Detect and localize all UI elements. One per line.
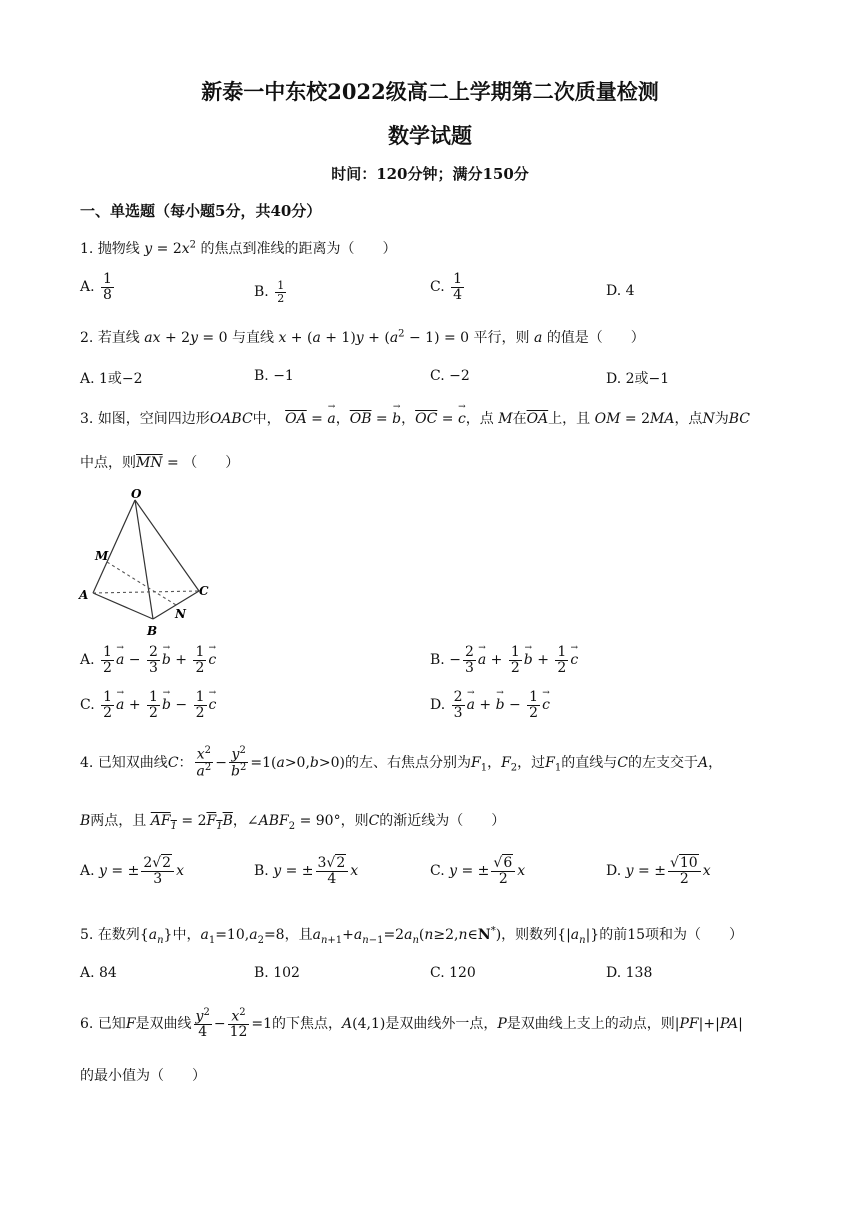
question-3: 3. 如图，空间四边形OABC中， $\overline{OA}$ = → a，$\overline{OB}$ = → b，$\overline{OC}$ = → c，点 M在$\overline{OA}$上，且 OM = 2MA，点N为BC <box>80 408 750 428</box>
q3-text3: ，点 <box>465 411 494 427</box>
q1-option-a: A. $\frac{1}{8}$ <box>80 271 112 303</box>
edge-ob <box>135 500 153 619</box>
q3-option-a: A. $\frac{1}{2}$ → a − $\frac{2}{3}$ → b + $\frac{1}{2}$ → c <box>80 645 216 675</box>
q3-option-b: B. − $\frac{2}{3}$ → a + $\frac{1}{2}$ → b + $\frac{1}{2}$ → c <box>430 645 578 675</box>
edge-ab <box>93 593 153 619</box>
q4-option-c: C. y = ± $\frac{√6}{2}$ x <box>430 855 526 887</box>
q4-option-d: D. y = ± $\frac{√10}{2}$ x <box>606 855 711 887</box>
q2-text-before: 若直线 <box>97 330 140 346</box>
q6-text5: 是双曲线上支上的动点，则 <box>506 1016 675 1033</box>
q1-text-after: 的焦点到准线的距离为（ ） <box>200 241 397 257</box>
q1-option-c: C. $\frac{1}{4}$ <box>430 271 463 303</box>
section-heading: 一、单选题（每小题5分，共40分） <box>80 202 322 220</box>
q2-option-c: C. −2 <box>430 368 470 384</box>
q2-line2: $x + (a + 1)y + (a^2 - 1) = 0$ <box>278 328 470 346</box>
q5-option-b: B. 102 <box>254 965 300 981</box>
edge-oa <box>93 500 135 593</box>
q6-text2: 是双曲线 <box>135 1016 192 1033</box>
q5-text2: 中， <box>172 927 201 943</box>
segment-mn <box>107 562 176 605</box>
q6-number: 6. <box>80 1016 94 1033</box>
question-6: 6. 已知F是双曲线 $\frac{y^2}{4}$ − $\frac{x^2}{12}$ =1的下焦点，A(4,1)是双曲线外一点，P是双曲线上支上的动点，则|PF|+|PA| <box>80 1007 743 1041</box>
q5-option-d: D. 138 <box>606 965 653 981</box>
q5-text3: ，且 <box>284 927 313 943</box>
q2-option-b: B. −1 <box>254 368 294 384</box>
q6-text4: 是双曲线外一点， <box>385 1016 498 1033</box>
q3-text2: 中， <box>252 411 281 427</box>
q5-option-a: A. 84 <box>80 965 117 981</box>
q4-text3: ，过 <box>517 754 546 771</box>
label-m: M <box>95 549 109 563</box>
q3-line2-end: （ ） <box>183 455 240 471</box>
label-o: O <box>131 487 142 501</box>
label-a: A <box>79 588 89 602</box>
q4-option-b-label: B. <box>254 863 269 880</box>
q3-option-d: D. $\frac{2}{3}$ → a + → b − $\frac{1}{2}$ → c <box>430 690 550 720</box>
q5-option-c: C. 120 <box>430 965 476 981</box>
question-4-line2: B两点，且 $AF_1 = 2F_1B$，$\angle ABF_2 = 90^\circ$，则C的渐近线为（ ） <box>80 813 506 832</box>
q3-text5: 上，且 <box>548 411 591 427</box>
q4-number: 4. <box>80 754 94 771</box>
q1-number: 1. <box>80 241 94 257</box>
q1-option-d: D. 4 <box>606 283 635 299</box>
q4-option-c-label: C. <box>430 863 445 880</box>
q3-text7: 为 <box>714 411 729 427</box>
question-4: 4. 已知双曲线C： $\frac{x^2}{a^2}$ − $\frac{y^2}{b^2}$ =1(a>0,b>0)的左、右焦点分别为$F_1$，$F_2$，过$F_1$的直线与C的左支交于A， <box>80 745 723 780</box>
q5-text1: 在数列 <box>97 927 140 943</box>
tetrahedron-figure <box>75 485 215 640</box>
q2-var-a: a <box>534 330 543 346</box>
label-b: B <box>147 624 158 638</box>
q3-number: 3. <box>80 411 94 427</box>
label-n: N <box>175 607 186 621</box>
q3-option-c: C. $\frac{1}{2}$ → a + $\frac{1}{2}$ → b − $\frac{1}{2}$ → c <box>80 690 216 720</box>
question-1 <box>80 238 396 258</box>
q1-formula: $y = 2x^2$ <box>144 239 197 257</box>
q3-text4: 在 <box>512 411 527 427</box>
q3-option-d-label: D. <box>430 697 446 714</box>
q4-line2c: 的渐近线为（ ） <box>379 813 506 829</box>
q4-text2: 的左、右焦点分别为 <box>344 754 471 771</box>
q6-text1: 已知 <box>97 1016 126 1033</box>
question-2 <box>80 327 645 347</box>
q2-text-after: 平行，则 <box>473 330 530 346</box>
q2-text-end: 的值是（ ） <box>546 330 645 346</box>
q4-option-b: B. y = ± $\frac{3√2}{4}$ x <box>254 855 359 887</box>
q1-text-before: 抛物线 <box>97 241 140 257</box>
question-3-line2: 中点，则$\overline{MN}$ = （ ） <box>80 455 240 471</box>
edge-ac <box>93 591 199 593</box>
q1-option-b: B. $\frac{1}{2}$ <box>254 279 285 305</box>
q1-option-b-label: B. <box>254 284 269 301</box>
q1-option-c-label: C. <box>430 279 445 296</box>
q2-number: 2. <box>80 330 94 346</box>
q4-text1: 已知双曲线 <box>97 754 168 771</box>
q4-option-a-label: A. <box>80 863 95 880</box>
q4-text4: 的直线与 <box>561 754 618 771</box>
q4-line2a: 两点，且 <box>90 813 147 829</box>
q2-text-mid: 与直线 <box>231 330 274 346</box>
label-c: C <box>199 584 209 598</box>
q5-number: 5. <box>80 927 94 943</box>
question-6-line2: 的最小值为（ ） <box>80 1068 206 1084</box>
q4-option-a: A. y = ± $\frac{2√2}{3}$ x <box>80 855 184 887</box>
edge-oc <box>135 500 199 591</box>
q3-line2: 中点，则 <box>80 455 136 471</box>
q5-text4: ，则数列 <box>501 927 558 943</box>
q2-option-a: A. 1或−2 <box>80 371 143 387</box>
exam-title: 新泰一中东校2022级高二上学期第二次质量检测 <box>201 79 659 104</box>
exam-time-score: 时间：120分钟；满分150分 <box>331 165 529 183</box>
q1-option-a-label: A. <box>80 279 95 296</box>
q4-option-d-label: D. <box>606 863 622 880</box>
q3-option-b-label: B. <box>430 652 445 669</box>
q6-text3: 的下焦点， <box>272 1016 343 1033</box>
exam-subtitle: 数学试题 <box>388 123 472 148</box>
q5-text5: 的前15项和为（ ） <box>599 927 744 943</box>
q4-text5: 的左支交于 <box>627 754 698 771</box>
q3-option-a-label: A. <box>80 652 95 669</box>
q2-line1: ax + 2y = 0 <box>144 330 228 346</box>
q4-line2b: ，则 <box>340 813 369 829</box>
question-5: 5. 在数列$\{a_n\}$中，$a_1=10,a_2=8$，且$a_{n+1}+a_{n-1}=2a_n(n\ge 2,n\in N^*)$，则数列$\{|a_n|\}$的前15项和为（ ） <box>80 925 744 946</box>
q3-text1: 如图，空间四边形 <box>97 411 210 427</box>
q2-option-d: D. 2或−1 <box>606 371 670 387</box>
q3-option-c-label: C. <box>80 697 95 714</box>
q3-text6: ，点 <box>674 411 703 427</box>
